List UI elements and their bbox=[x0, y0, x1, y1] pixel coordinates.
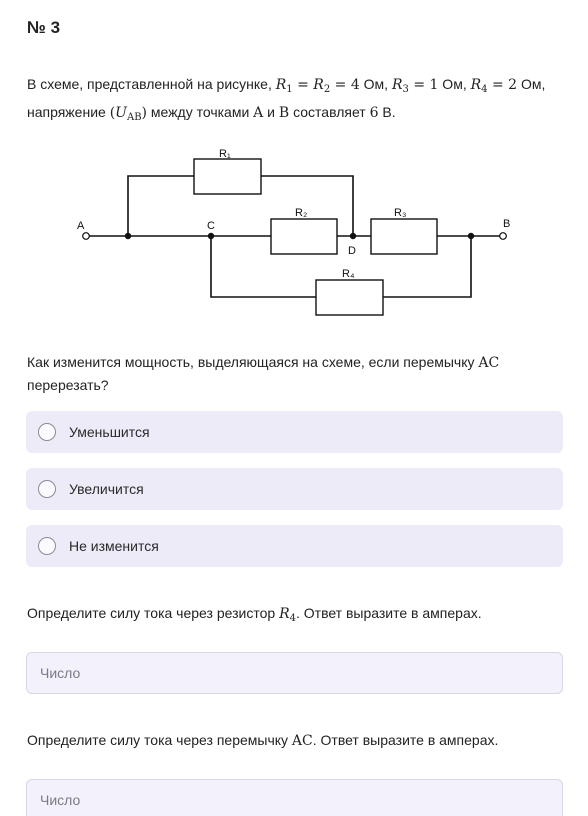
radio-button[interactable] bbox=[38, 537, 56, 555]
radio-button[interactable] bbox=[38, 480, 56, 498]
option-decrease[interactable] bbox=[26, 411, 563, 453]
label-d: D bbox=[348, 245, 356, 257]
r4-symbol: $R_4$ bbox=[470, 77, 488, 95]
answer-current-ac-input[interactable] bbox=[26, 779, 563, 816]
resistor-r4 bbox=[316, 280, 383, 315]
answer-current-r4-input[interactable] bbox=[26, 652, 563, 694]
terminal-b bbox=[500, 233, 507, 240]
wire-top-left bbox=[128, 176, 194, 236]
resistor-r2 bbox=[271, 219, 337, 254]
option-label: Уменьшится bbox=[69, 424, 150, 440]
label-r4: R₄ bbox=[342, 268, 355, 280]
junction-dot-right bbox=[468, 233, 474, 239]
problem-statement: В схеме, представленной на рисунке, $R_1 = R_2 = 4$ Ом, $R_3 = 1$ Ом, $R_4 = 2$ Ом, напряжение $(U_{AB})$ между точками A и B составляет 6 В. bbox=[27, 76, 546, 123]
question-power: Как изменится мощность, выделяющаяся на схеме, если перемычку AC перерезать? bbox=[27, 354, 500, 393]
option-label: Увеличится bbox=[69, 481, 144, 497]
label-c: C bbox=[207, 220, 215, 232]
option-increase[interactable] bbox=[26, 468, 563, 510]
r3-symbol: $R_3$ bbox=[391, 77, 409, 95]
r4-symbol: $R_4$ bbox=[279, 606, 296, 624]
circuit-diagram bbox=[70, 140, 530, 325]
resistor-r1 bbox=[194, 159, 261, 194]
r2-symbol: $R_2$ bbox=[313, 77, 331, 95]
junction-dot-d bbox=[350, 233, 356, 239]
radio-button[interactable] bbox=[38, 423, 56, 441]
label-r2: R₂ bbox=[295, 207, 308, 219]
junction-dot-c bbox=[208, 233, 214, 239]
question-current-r4: Определите силу тока через резистор $R_4$. Ответ выразите в амперах. bbox=[27, 605, 482, 624]
junction-dot bbox=[125, 233, 131, 239]
label-r1: R₁ bbox=[219, 148, 231, 160]
r1-symbol: $R_1$ bbox=[275, 77, 293, 95]
task-number: № 3 bbox=[27, 18, 61, 37]
question-current-ac: Определите силу тока через перемычку AC. Ответ выразите в амперах. bbox=[27, 732, 499, 749]
resistor-r3 bbox=[371, 219, 437, 254]
terminal-a bbox=[83, 233, 90, 240]
label-b: B bbox=[503, 218, 511, 230]
intro-text: В схеме, представленной на рисунке, bbox=[27, 76, 276, 92]
option-no-change[interactable] bbox=[26, 525, 563, 567]
label-a: A bbox=[77, 220, 85, 232]
option-label: Не изменится bbox=[69, 538, 159, 554]
label-r3: R₃ bbox=[394, 207, 407, 219]
voltage-symbol: $U_{AB}$ bbox=[115, 105, 142, 123]
